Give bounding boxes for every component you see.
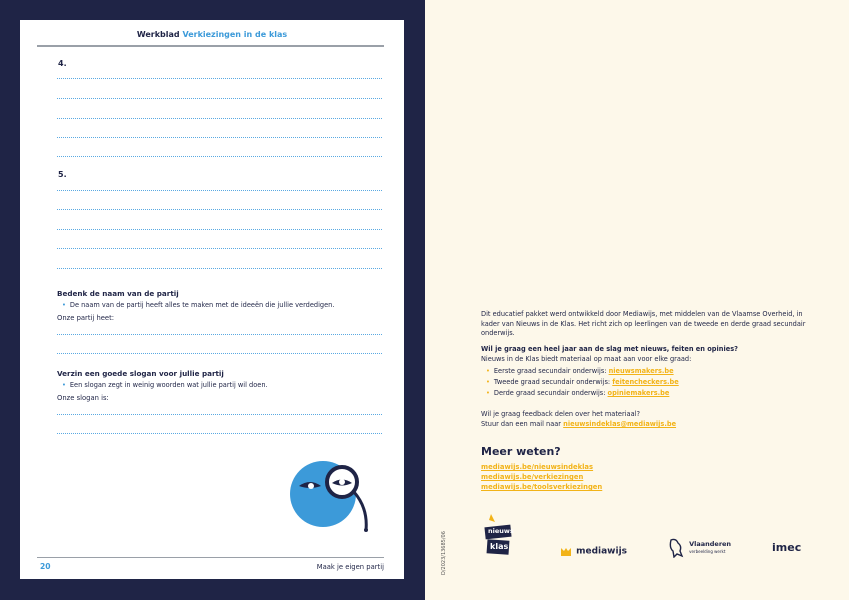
- page-number: 20: [40, 562, 51, 571]
- feedback-email-link[interactable]: nieuwsindeklas@mediawijs.be: [563, 420, 677, 428]
- slogan-bullet: • Een slogan zegt in weinig woorden wat jullie partij wil doen.: [62, 381, 268, 389]
- year-question: Wil je graag een heel jaar aan de slag met nieuws, feiten en opinies?: [481, 345, 738, 353]
- footer-rule: [37, 557, 384, 558]
- document-code: D/2023/13685/06: [441, 531, 447, 575]
- mediawijs-logo: [561, 541, 627, 560]
- nieuws-logo-bottom: klas: [490, 542, 509, 551]
- header-rule: [37, 45, 384, 47]
- party-name-bullet: • De naam van de partij heeft alles te maken met de ideeën die jullie verdedigen.: [62, 301, 335, 309]
- grade-3-item: • Derde graad secundair onderwijs: opiniemakers.be: [486, 389, 670, 397]
- intro-paragraph: Dit educatief pakket werd ontwikkeld door Mediawijs, met middelen van de Vlaamse Overheid, in kader van Nieuws in de Klas. Het richt zich op leerlingen van de tweede en derde graad secundair onderwijs.: [481, 310, 806, 338]
- more-info-title: Meer weten?: [481, 445, 561, 458]
- slogan-prompt: Onze slogan is:: [57, 394, 109, 402]
- answer-line[interactable]: [57, 98, 382, 99]
- worksheet-page: [20, 20, 404, 579]
- nieuws-logo-top: nieuws: [488, 527, 514, 535]
- answer-line[interactable]: [57, 334, 382, 335]
- party-name-prompt: Onze partij heet:: [57, 314, 115, 322]
- answer-line[interactable]: [57, 78, 382, 79]
- header-accent: Verkiezingen in de klas: [182, 30, 288, 39]
- feedback-line: Stuur dan een mail naar nieuwsindeklas@mediawijs.be: [481, 420, 677, 428]
- more-link-nieuwsindeklas[interactable]: mediawijs.be/nieuwsindeklas: [481, 463, 594, 471]
- more-link-verkiezingen[interactable]: mediawijs.be/verkiezingen: [481, 473, 584, 481]
- mediawijs-logo-text: mediawijs: [576, 546, 628, 557]
- nieuwsmakers-link[interactable]: nieuwsmakers.be: [608, 367, 674, 375]
- slogan-title: Verzin een goede slogan voor jullie partij: [57, 369, 224, 378]
- imec-logo-text: imec: [772, 541, 802, 554]
- opiniemakers-link[interactable]: opiniemakers.be: [607, 389, 670, 397]
- party-name-title: Bedenk de naam van de partij: [57, 289, 179, 298]
- vlaanderen-logo: [668, 537, 731, 558]
- nieuws-in-de-klas-badge: [481, 512, 515, 558]
- answer-line[interactable]: [57, 268, 382, 269]
- answer-line[interactable]: [57, 248, 382, 249]
- mediawijs-logo-icon: [561, 547, 571, 557]
- answer-line[interactable]: [57, 118, 382, 119]
- feitencheckers-link[interactable]: feitencheckers.be: [612, 378, 679, 386]
- answer-line[interactable]: [57, 414, 382, 415]
- answer-line[interactable]: [57, 229, 382, 230]
- offer-text: Nieuws in de Klas biedt materiaal op maat aan voor elke graad:: [481, 355, 692, 363]
- vlaanderen-logo-text: Vlaanderen: [689, 539, 732, 548]
- vlaanderen-logo-subtitle: verbeelding werkt: [689, 548, 726, 554]
- question-5-number: 5.: [58, 170, 67, 179]
- question-4-number: 4.: [58, 59, 67, 68]
- header-prefix: Werkblad: [136, 30, 180, 39]
- answer-line[interactable]: [57, 190, 382, 191]
- grade-1-item: • Eerste graad secundair onderwijs: nieuwsmakers.be: [486, 367, 674, 375]
- more-link-toolsverkiezingen[interactable]: mediawijs.be/toolsverkiezingen: [481, 483, 603, 491]
- answer-line[interactable]: [57, 137, 382, 138]
- answer-line[interactable]: [57, 353, 382, 354]
- mascot-illustration: [290, 456, 380, 536]
- flemish-lion-icon: [668, 538, 684, 558]
- imec-logo: [772, 541, 801, 554]
- answer-line[interactable]: [57, 156, 382, 157]
- page-footer-title: Maak je eigen partij: [316, 563, 384, 571]
- answer-line[interactable]: [57, 433, 382, 434]
- nieuws-in-de-klas-logo: [481, 512, 515, 558]
- grade-2-item: • Tweede graad secundair onderwijs: feitencheckers.be: [486, 378, 679, 386]
- worksheet-header: [20, 30, 404, 39]
- feedback-question: Wil je graag feedback delen over het materiaal?: [481, 410, 640, 418]
- answer-line[interactable]: [57, 209, 382, 210]
